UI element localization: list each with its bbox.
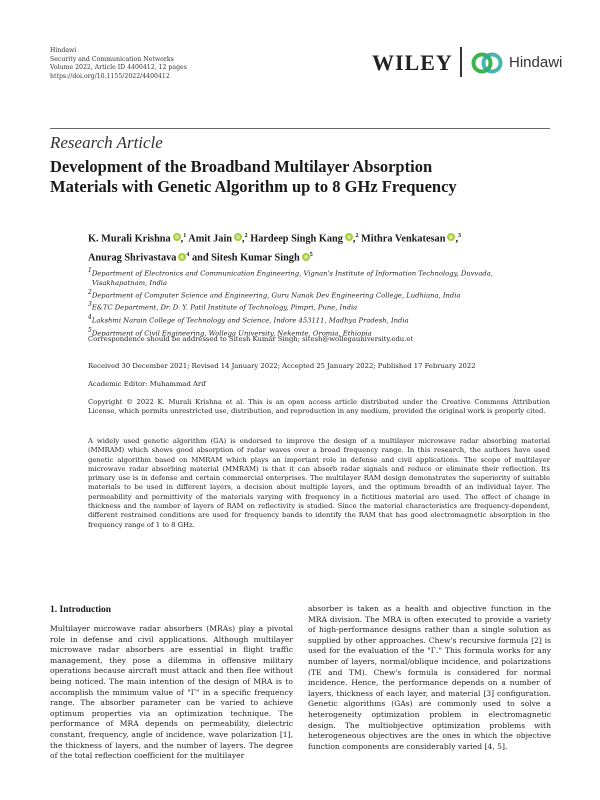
- affiliation: $^4$Lakshmi Narain College of Technology and Science, Indore 453111, Madhya Pradesh, India: [88, 313, 409, 325]
- author-name[interactable]: K. Murali Krishna: [88, 233, 171, 245]
- author-name[interactable]: Mithra Venkatesan: [361, 233, 446, 245]
- academic-editor: Academic Editor: Muhammad Arif: [88, 380, 206, 388]
- volume-info: Volume 2022, Article ID 4400412, 12 pages: [50, 64, 187, 72]
- orcid-icon[interactable]: [345, 233, 353, 241]
- correspondence: Correspondence should be addressed to Sitesh Kumar Singh; sitesh@wollegauniversity.edu.et: [88, 335, 414, 343]
- author-conjunction: and: [191, 252, 209, 264]
- affiliation: $^1$Department of Electronics and Communication Engineering, Vignan's Institute of Information Technology, Duvvada,: [88, 267, 493, 278]
- author-list: [88, 228, 558, 267]
- author-name[interactable]: Hardeep Singh Kang: [250, 233, 343, 245]
- hindawi-logo-text: Hindawi: [509, 54, 563, 71]
- orcid-icon[interactable]: [173, 233, 181, 241]
- journal-header: [50, 47, 187, 81]
- author-name[interactable]: Anurag Shrivastava: [88, 252, 177, 264]
- orcid-icon[interactable]: [178, 253, 186, 261]
- abstract: A widely used genetic algorithm (GA) is endorsed to improve the design of a multilayer microwave radar absorbing material (MMRAM) which shows good absorption of radar waves over a broad frequency range. In this research, the authors have used genetic algorithm based on MMRAM which plays an important role in defense and civil applications. The scope of multilayer microwave radar absorbing material (MMRAM) is that it can absorb radar signals and reduce or eliminate their reflection. Its primary use is in defense and certain commercial enterprises. The multilayer RAM design demonstrates the superiority of suitable materials to be used in different layers, a decision about multiple layers, and the optimum breadth of an individual layer. The permeability and permittivity of the materials varying with frequency in a fictitious material are used. The effect of change in thickness and the number of layers of RAM on reflectivity is studied. Since the material characteristics are frequency-dependent, different restrained conditions are used for frequency bands to identify the RAM that has good electromagnetic absorption in the frequency range of 1 to 8 GHz.: [88, 437, 550, 529]
- title-line-2: Materials with Genetic Algorithm up to 8 GHz Frequency: [50, 177, 457, 196]
- copyright: Copyright © 2022 K. Murali Krishna et al. This is an open access article distributed under the Creative Commons Attribution License, which permits unrestricted use, distribution, and reproduction in any medium, provided the original work is properly cited.: [88, 398, 550, 416]
- author-line-1: K. Murali Krishna ,$^1$ Amit Jain ,$^2$ Hardeep Singh Kang ,$^2$ Mithra Venkatesan ,$^3$: [88, 233, 462, 245]
- orcid-icon[interactable]: [234, 233, 242, 241]
- affiliation: $^2$Department of Computer Science and Engineering, Guru Nanak Dev Engineering College, Ludhiana, India: [88, 288, 461, 300]
- author-name[interactable]: Amit Jain: [188, 233, 233, 245]
- article-type: Research Article: [50, 133, 163, 152]
- journal-name: Security and Communication Networks: [50, 55, 174, 63]
- section-heading: 1. Introduction: [50, 605, 112, 615]
- affiliation: $^3$E&TC Department, Dr. D. Y. Patil Institute of Technology, Pimpri, Pune, India: [88, 301, 358, 312]
- hindawi-logo-icon: [470, 52, 506, 74]
- author-name[interactable]: Sitesh Kumar Singh: [211, 252, 300, 264]
- affiliation: $^5$Department of Civil Engineering, Wollega University, Nekemte, Oromia, Ethiopia: [88, 326, 372, 337]
- header-rule: [50, 128, 550, 129]
- article-title: [50, 157, 550, 197]
- publisher-name: Hindawi: [50, 47, 77, 54]
- dates: Received 30 December 2021; Revised 14 January 2022; Accepted 25 January 2022; Published 17 February 2022: [88, 362, 476, 370]
- orcid-icon[interactable]: [302, 253, 310, 261]
- logo-divider: [460, 47, 462, 77]
- intro-left-column: Multilayer microwave radar absorbers (MRAs) play a pivotal role in defense and civil applications. Although multilayer microwave radar absorbers are essential in flight traffic management, they pose a dilemma in offensive military operations because aircraft must attack and then flee without being noticed. The main intention of the design of MRA is to accomplish the minimum value of "Γ" in a specific frequency range. The absorber parameter can be varied to achieve optimum properties via an optimization technique. The performance of MRA depends on permeability, dielectric constant, frequency, angle of incidence, wave polarization [1], the thickness of layers, and the number of layers. The degree of the total reflection coefficient for the multilayer: [50, 624, 293, 761]
- title-line-1: Development of the Broadband Multilayer Absorption: [50, 157, 433, 176]
- affiliation: Visakhapatnam, India: [92, 278, 168, 287]
- affiliations: [88, 266, 558, 338]
- author-line-2: Anurag Shrivastava $^4$ and Sitesh Kumar Singh $^5$: [88, 252, 313, 264]
- doi-link[interactable]: https://doi.org/10.1155/2022/4400412: [50, 72, 170, 80]
- wiley-logo: WILEY: [372, 50, 453, 75]
- intro-right-column: absorber is taken as a health and objective function in the MRA division. The MRA is often executed to provide a variety of high-performance designs rather than a single solution as supplied by other approaches. Chew's recursive formula [2] is used for the evaluation of the "Γ." This formula works for any number of layers, normal/oblique incidence, and polarizations (TE and TM). Chew's formula is considered for normal incidence. Hence, the performance depends on a number of layers, thickness of each layer, and material [3] configuration. Genetic algorithms (GAs) are commonly used to solve a heterogeneity optimization problem in electromagnetic design. The multiobjective optimization problems with heterogeneous objectives are the ones in which the objective function components are considerably varied [4, 5].: [308, 604, 551, 751]
